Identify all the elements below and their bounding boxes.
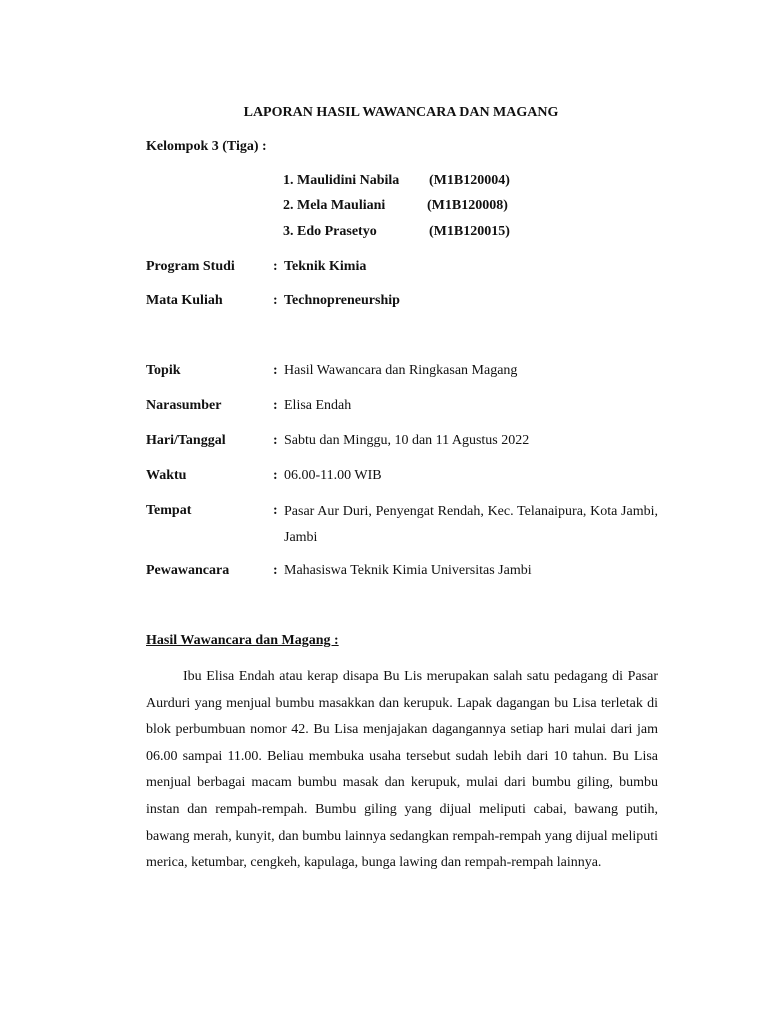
member-id: (M1B120008) xyxy=(427,198,508,213)
body-paragraph: Ibu Elisa Endah atau kerap disapa Bu Lis merupakan salah satu pedagang di Pasar Aurduri yang menjual bumbu masakkan dan kerupuk. Lapak dagangan bu Lisa terletak di blok perbumbuan nomor 42. Bu Lisa menjajakan dagangannya setiap hari mulai dari jam 06.00 sampai 11.00. Beliau membuka usaha tersebut sudah lebih dari 10 tahun. Bu Lisa menjual berbagai macam bumbu masak dan kerupuk, mulai dari bumbu giling, bumbu instan dan rempah-rempah. Bumbu giling yang dijual meliputi cabai, bawang putih, bawang merah, kunyit, dan bumbu lainnya sedangkan rempah-rempah yang dijual meliputi merica, ketumbar, cengkeh, kapulaga, bunga lawing dan rempah-rempah lainnya. xyxy=(146,669,658,871)
field-value: Sabtu dan Minggu, 10 dan 11 Agustus 2022 xyxy=(284,433,530,448)
field-label: Narasumber xyxy=(146,398,222,413)
field-label: Waktu xyxy=(146,468,187,483)
field-colon: : xyxy=(273,363,278,378)
group-label: Kelompok 3 (Tiga) : xyxy=(146,139,267,154)
field-colon: : xyxy=(273,259,278,274)
field-colon: : xyxy=(273,293,278,308)
member-name: 3. Edo Prasetyo xyxy=(283,224,377,239)
field-colon: : xyxy=(273,433,278,448)
field-label: Program Studi xyxy=(146,259,235,274)
field-label: Tempat xyxy=(146,503,192,518)
field-value: Teknik Kimia xyxy=(284,259,367,274)
section-heading: Hasil Wawancara dan Magang : xyxy=(146,633,339,648)
field-value: Mahasiswa Teknik Kimia Universitas Jambi xyxy=(284,563,532,578)
field-value: Pasar Aur Duri, Penyengat Rendah, Kec. Telanaipura, Kota Jambi, Jambi xyxy=(284,504,658,545)
member-name: 2. Mela Mauliani xyxy=(283,198,386,213)
field-colon: : xyxy=(273,398,278,413)
field-value: Technopreneurship xyxy=(284,293,400,308)
field-value: 06.00-11.00 WIB xyxy=(284,468,382,483)
member-name: 1. Maulidini Nabila xyxy=(283,173,400,188)
member-id: (M1B120015) xyxy=(429,224,510,239)
field-label: Hari/Tanggal xyxy=(146,433,226,448)
field-label: Mata Kuliah xyxy=(146,293,223,308)
field-colon: : xyxy=(273,503,278,518)
field-colon: : xyxy=(273,468,278,483)
document-title: LAPORAN HASIL WAWANCARA DAN MAGANG xyxy=(243,105,559,120)
member-id: (M1B120004) xyxy=(429,173,510,188)
field-colon: : xyxy=(273,563,278,578)
field-value: Elisa Endah xyxy=(284,398,352,413)
field-label: Topik xyxy=(146,363,181,378)
field-value: Hasil Wawancara dan Ringkasan Magang xyxy=(284,363,518,378)
field-label: Pewawancara xyxy=(146,563,230,578)
